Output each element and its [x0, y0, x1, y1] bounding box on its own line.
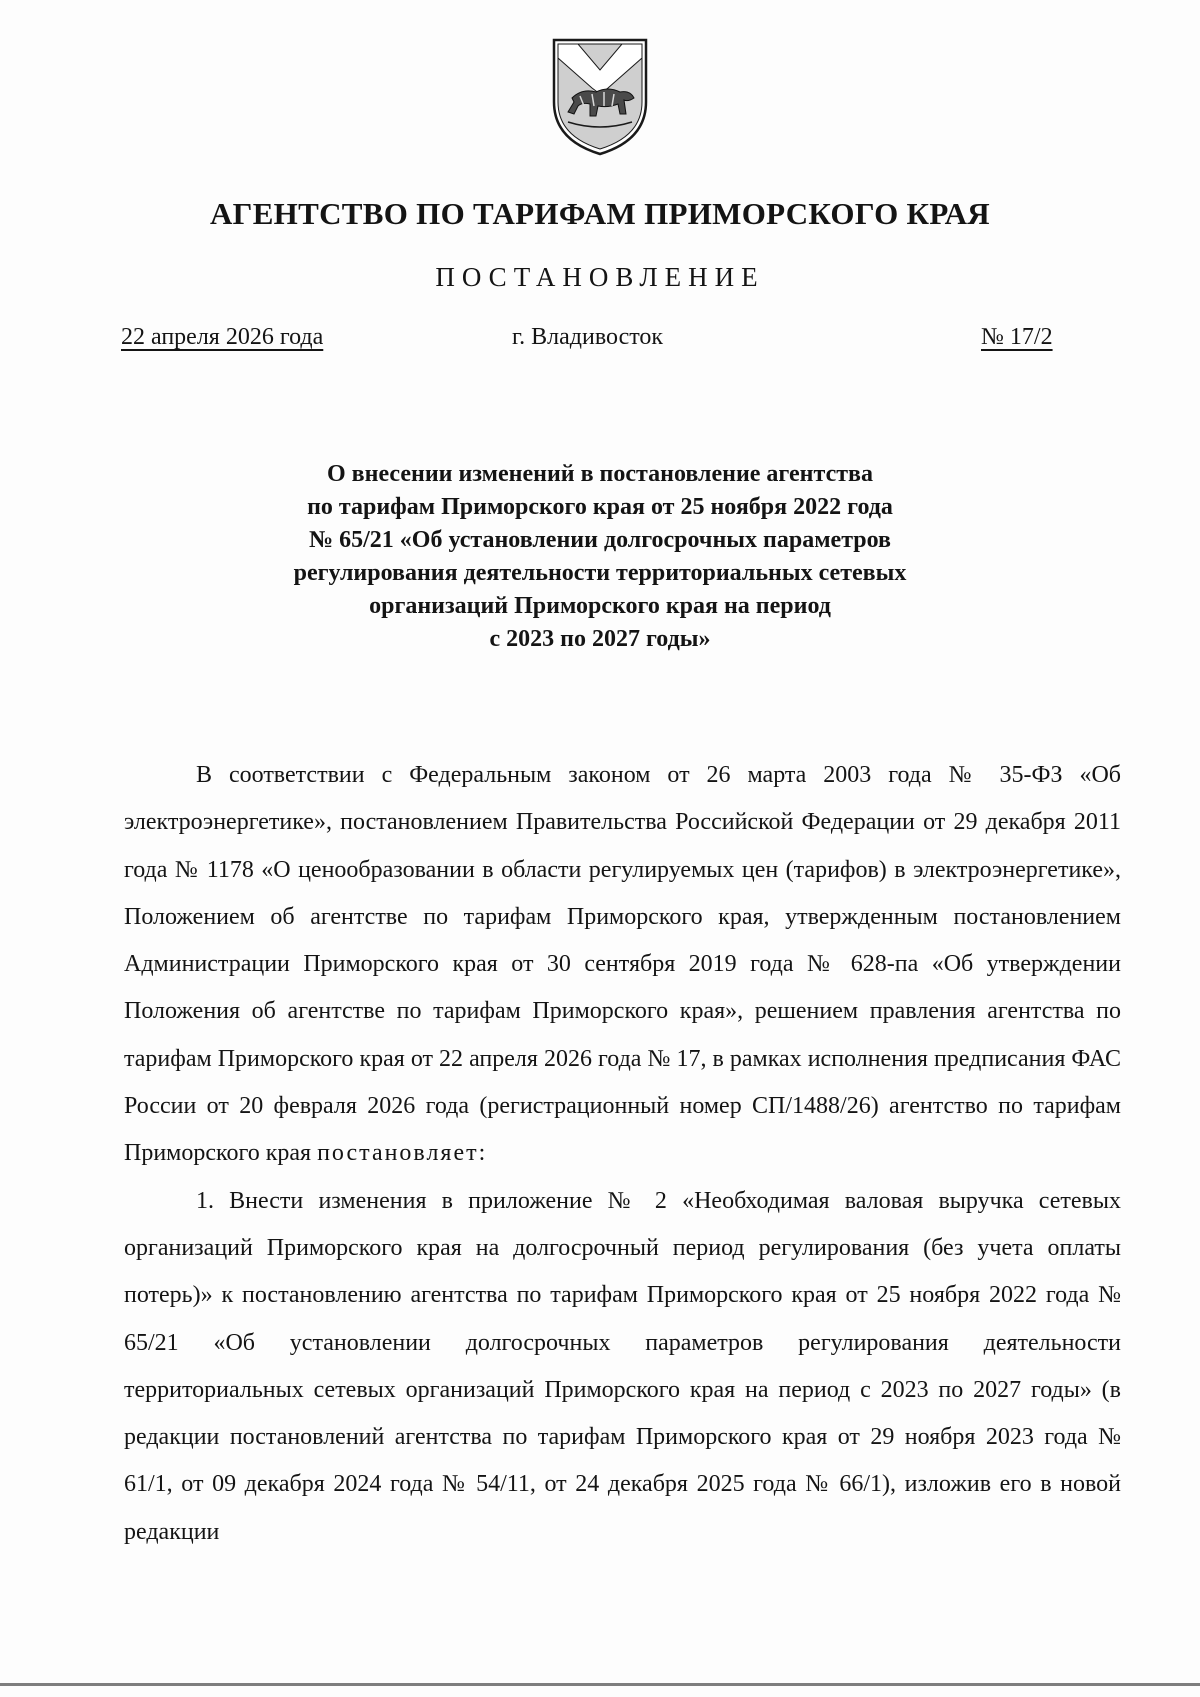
body-paragraph — [124, 1178, 1121, 1556]
title-line: по тарифам Приморского края от 25 ноября 2022 года — [307, 494, 893, 520]
document-date: 22 апреля 2026 года — [121, 324, 324, 350]
title-line: с 2023 по 2027 годы» — [489, 626, 711, 652]
page-bottom-edge — [0, 1683, 1200, 1686]
paragraph-text: В соответствии с Федеральным законом от 26 марта 2003 года № 35-ФЗ «Об электроэнергетике», постановлением Правительства Российской Федерации от 29 декабря 2011 года № 1178 «О ценообразовании в области регулируемых цен (тарифов) в электроэнергетике», Положением об агентстве по тарифам Приморского края, утвержденным постановлением Администрации Приморского края от 30 сентября 2019 года № 628-па «Об утверждении Положения об агентстве по тарифам Приморского края», решением правления агентства по тарифам Приморского края от 22 апреля 2026 года № 17, в рамках исполнения предписания ФАС России от 20 февраля 2026 года (регистрационный номер СП/1488/26) агентство по тарифам Приморского края — [124, 762, 1121, 1167]
title-line: № 65/21 «Об установлении долгосрочных параметров — [309, 527, 891, 553]
document-body — [124, 752, 1121, 1556]
body-paragraph — [124, 752, 1121, 1178]
decree-verb: постановляет: — [317, 1140, 488, 1167]
coat-of-arms-icon — [548, 36, 652, 158]
title-line: организаций Приморского края на период — [369, 593, 831, 619]
paragraph-text: 1. Внести изменения в приложение № 2 «Необходимая валовая выручка сетевых организаций Приморского края на долгосрочный период регулирования (без учета оплаты потерь)» к постановлению агентства по тарифам Приморского края от 25 ноября 2022 года № 65/21 «Об установлении долгосрочных параметров регулирования деятельности территориальных сетевых организаций Приморского края на период с 2023 по 2027 годы» (в редакции постановлений агентства по тарифам Приморского края от 29 ноября 2023 года № 61/1, от 09 декабря 2024 года № 54/11, от 24 декабря 2025 года № 66/1), изложив его в новой редакции — [124, 1187, 1121, 1545]
title-line: регулирования деятельности территориальных сетевых — [293, 560, 907, 586]
document-city: г. Владивосток — [512, 324, 664, 350]
title-line: О внесении изменений в постановление агентства — [327, 461, 873, 487]
document-number: № 17/2 — [981, 324, 1053, 350]
document-type: ПОСТАНОВЛЕНИЕ — [435, 262, 765, 292]
document-title — [200, 458, 1000, 656]
agency-name: АГЕНТСТВО ПО ТАРИФАМ ПРИМОРСКОГО КРАЯ — [210, 196, 990, 231]
